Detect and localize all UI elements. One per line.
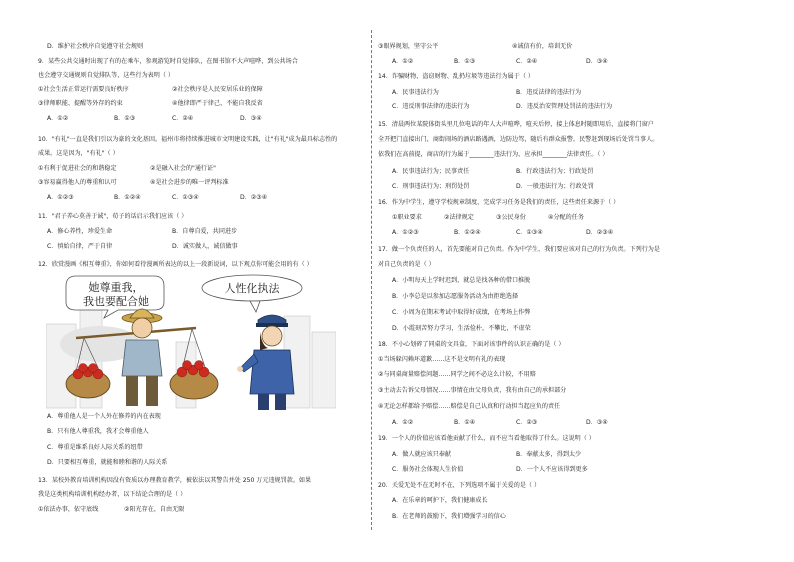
q12-option-a: A．尊重他人是一个人外在修养的内在表现 bbox=[47, 413, 161, 420]
q13-item-1: ①依法办事，依守底线 bbox=[38, 506, 99, 513]
q10-item-1: ①有利于促进社会的和谐稳定 bbox=[38, 165, 117, 172]
q16-item-4: ④分配的任务 bbox=[548, 214, 584, 221]
q16-option-a: A．①②③ bbox=[392, 229, 419, 236]
q16-option-d: D．②③④ bbox=[586, 229, 614, 236]
bubble-text-1b: 我也要配合她 bbox=[83, 295, 149, 308]
q18-item-2: ②与同桌商量赔偿问题……同学之间不必这么计较，不用赔 bbox=[378, 371, 536, 378]
q20-option-a: A．在乐章的呵护下，我们健康成长 bbox=[392, 497, 488, 504]
q19-option-b: B．奉献太多，得到太少 bbox=[516, 451, 582, 458]
q10-item-2: ②是融入社会的"通行证" bbox=[150, 165, 216, 172]
q16-option-b: B．①②④ bbox=[454, 229, 481, 236]
q16-item-1: ①职业要求 bbox=[392, 214, 422, 221]
q17-option-a: A．小明每天上学时迟到，就总是找各种的借口推脱 bbox=[392, 277, 531, 284]
q18-option-c: C．②③ bbox=[516, 419, 538, 426]
q9-item-3: ③律师职能、提醒等外存的约束 bbox=[38, 100, 123, 107]
q14-option-b: B．违反法律的违法行为 bbox=[516, 89, 582, 96]
q15-stem-2: 全开把门直接出门，商街闹场的酒店路遇酒，边防边驾，随后有群众报警，民警赶到现场后处罚当事人。 bbox=[378, 136, 659, 143]
q15-option-a: A．民事违法行为；民事责任 bbox=[392, 168, 470, 175]
q9-option-b: B．①③ bbox=[114, 115, 136, 122]
q11-option-b: B．自尊自爱，共同进步 bbox=[172, 228, 238, 235]
q13-option-a: A．①② bbox=[392, 58, 414, 65]
q10-option-a: A．①②③ bbox=[47, 194, 74, 201]
q18-stem: 18．不小心划碎了同桌的文具盒，下面对该事件的认识正确的是（ ） bbox=[378, 341, 565, 348]
left-column bbox=[0, 0, 372, 562]
q15-option-d: D．一般违法行为；行政处罚 bbox=[516, 183, 594, 190]
q9-item-4: ④他律即严于律己，不能自我反省 bbox=[172, 100, 263, 107]
q17-option-d: D．小霞刻苦努力学习，生活俭朴，不攀比，不虚荣 bbox=[392, 325, 531, 332]
q17-option-b: B．小李总是以参加志愿服务活动为由拒绝选择 bbox=[392, 293, 519, 300]
q15-option-c: C．刑事违法行为；刑罚处罚 bbox=[392, 183, 470, 190]
q15-stem-1: 15．清晨两位某院体街头里几位电话的年人大声喧哗，喧天后停，接上体息时随即用后，直接将门窗户 bbox=[378, 121, 654, 128]
q12-option-b: B．只有他人尊重我，我才会尊重他人 bbox=[47, 428, 149, 435]
q20-stem: 20．关爱无处不在无时不在，下列选项不属于关爱的是（ ） bbox=[378, 482, 541, 489]
q17-stem-1: 17．做一个负责任的人，首先要能对自己负责。作为中学生，我们要应该对自己的行为负责。下列行为是 bbox=[378, 246, 660, 253]
bubble-text-2: 人性化执法 bbox=[224, 282, 280, 295]
q11-option-c: C．慎始自律，严于自律 bbox=[47, 243, 113, 250]
q12-stem: 12．欣赏漫画《相互尊重》，你如何看待漫画所表达的以上一段新说词，以下观点你可能会用的有（ ） bbox=[38, 261, 313, 268]
q9-item-2: ②社会秩序是人民安居乐业的保障 bbox=[172, 86, 263, 93]
bubble-text-1a: 她尊重我， bbox=[88, 281, 144, 294]
q13-item-4: ④诚信有价，培训无价 bbox=[512, 43, 573, 50]
q10-stem-2: 成果。这是因为，"有礼"（ ） bbox=[38, 150, 119, 157]
q11-option-a: A．修心养性，珍爱生命 bbox=[47, 228, 113, 235]
q13-option-d: D．③④ bbox=[586, 58, 608, 65]
q17-option-c: C．小周为在期末考试中取得好成绩，在考场上作弊 bbox=[392, 309, 531, 316]
q12-cartoon-illustration bbox=[46, 272, 336, 414]
q16-item-2: ②法律规定 bbox=[444, 214, 474, 221]
q18-item-3: ③主动去告诉父母情况……事情在由父母负责，我有由自己的承担部分 bbox=[378, 387, 567, 394]
q19-option-c: C．服务社会体现人生价值 bbox=[392, 466, 464, 473]
q10-option-b: B．①②④ bbox=[114, 194, 141, 201]
q9-stem-2: 也会遵守交通规则自觉排队等，这些行为表明（ ） bbox=[38, 72, 174, 79]
q18-option-d: D．③④ bbox=[586, 419, 608, 426]
q12-option-c: C．尊重是维系良好人际关系的纽带 bbox=[47, 444, 143, 451]
q14-option-c: C．违反刑事法律的违法行为 bbox=[392, 103, 470, 110]
q13-item-3: ③眼界规划，坚守公平 bbox=[378, 43, 439, 50]
q15-option-b: B．行政违法行为；行政处罚 bbox=[516, 168, 594, 175]
q10-item-3: ③容易赢得他人的尊重和认可 bbox=[38, 179, 117, 186]
q9-option-d: D．③④ bbox=[240, 115, 262, 122]
q14-option-d: D．违反治安管理处罚法的违法行为 bbox=[516, 103, 613, 110]
q20-option-b: B．在老师的鼓励下，我们增强学习的信心 bbox=[392, 513, 506, 520]
q8-option-d: D．维护社会秩序自觉遵守社会规则 bbox=[47, 43, 144, 50]
q16-stem: 16．作为中学生，遵守学校规章制度，完成学习任务是我们的责任，这些责任来源于（ ） bbox=[378, 199, 620, 206]
q13-stem-1: 13．某校外教育培训机构因没有资质以办理教育教学，被依法以其警告并处 250 万元违规罚款。如果 bbox=[38, 477, 312, 484]
q18-option-a: A．①② bbox=[392, 419, 414, 426]
q11-stem: 11．"君子养心莫善于诚"，荀子的话启示我们应该（ ） bbox=[38, 213, 188, 220]
q10-option-d: D．②③④ bbox=[240, 194, 268, 201]
q9-item-1: ①社会生活正常运行需要良好秩序 bbox=[38, 86, 129, 93]
q19-option-d: D．一个人不应该得到更多 bbox=[516, 466, 588, 473]
q9-option-c: C．②④ bbox=[172, 115, 194, 122]
q13-stem-2: 我是这类机构培训机构经办者，以下结论合理的是（ ） bbox=[38, 491, 187, 498]
column-divider bbox=[371, 30, 372, 530]
q17-stem-2: 对自己负责的是（ ） bbox=[378, 261, 435, 268]
q12-option-d: D．只要相互尊重，就能和睦和谐的人际关系 bbox=[47, 459, 168, 466]
q11-option-d: D．诚实做人，诚信做事 bbox=[172, 243, 238, 250]
q10-option-c: C．①③④ bbox=[172, 194, 199, 201]
q19-stem: 19．一个人的价值应该看他贡献了什么，而不应当看他取得了什么。这说明（ ） bbox=[378, 435, 595, 442]
q14-stem: 14．诈骗财物、盗窃财物、乱扔垃圾等违法行为属于（ ） bbox=[378, 73, 534, 80]
q9-stem-1: 9．某些公共交通时出现了有的在乘车，参观游览时自觉排队，在图书馆不大声喧哗，到公共场合 bbox=[38, 58, 298, 65]
q18-option-b: B．①④ bbox=[454, 419, 476, 426]
q16-option-c: C．①③④ bbox=[516, 229, 543, 236]
q9-option-a: A．①② bbox=[47, 115, 69, 122]
q10-item-4: ④是社会进步的唯一评判标准 bbox=[150, 179, 229, 186]
right-column bbox=[374, 0, 794, 562]
q18-item-1: ①当场躲闪赖坏道歉……这不是文明有礼的表现 bbox=[378, 356, 506, 363]
q18-item-4: ④无论怎样都给予赔偿……赔偿是自己认真和行动担当起应负的责任 bbox=[378, 403, 561, 410]
q15-stem-3: 依我们在高前提，商店的行为属于________违法行为，应承担________法律责任。（ ） bbox=[378, 151, 609, 158]
q19-option-a: A．做人就应该只奉献 bbox=[392, 451, 452, 458]
q13-option-c: C．②④ bbox=[516, 58, 538, 65]
q13-option-b: B．①③ bbox=[454, 58, 476, 65]
q16-item-3: ③公民身份 bbox=[496, 214, 526, 221]
q10-stem-1: 10．"有礼"一直是我们引以为豪的文化基因。福州市将持续推进城市文明建设实践，让"有礼"成为最具标志性的 bbox=[38, 136, 338, 143]
q13-item-2: ②阳光存在，自由无限 bbox=[124, 506, 185, 513]
q14-option-a: A．民事违法行为 bbox=[392, 89, 439, 96]
